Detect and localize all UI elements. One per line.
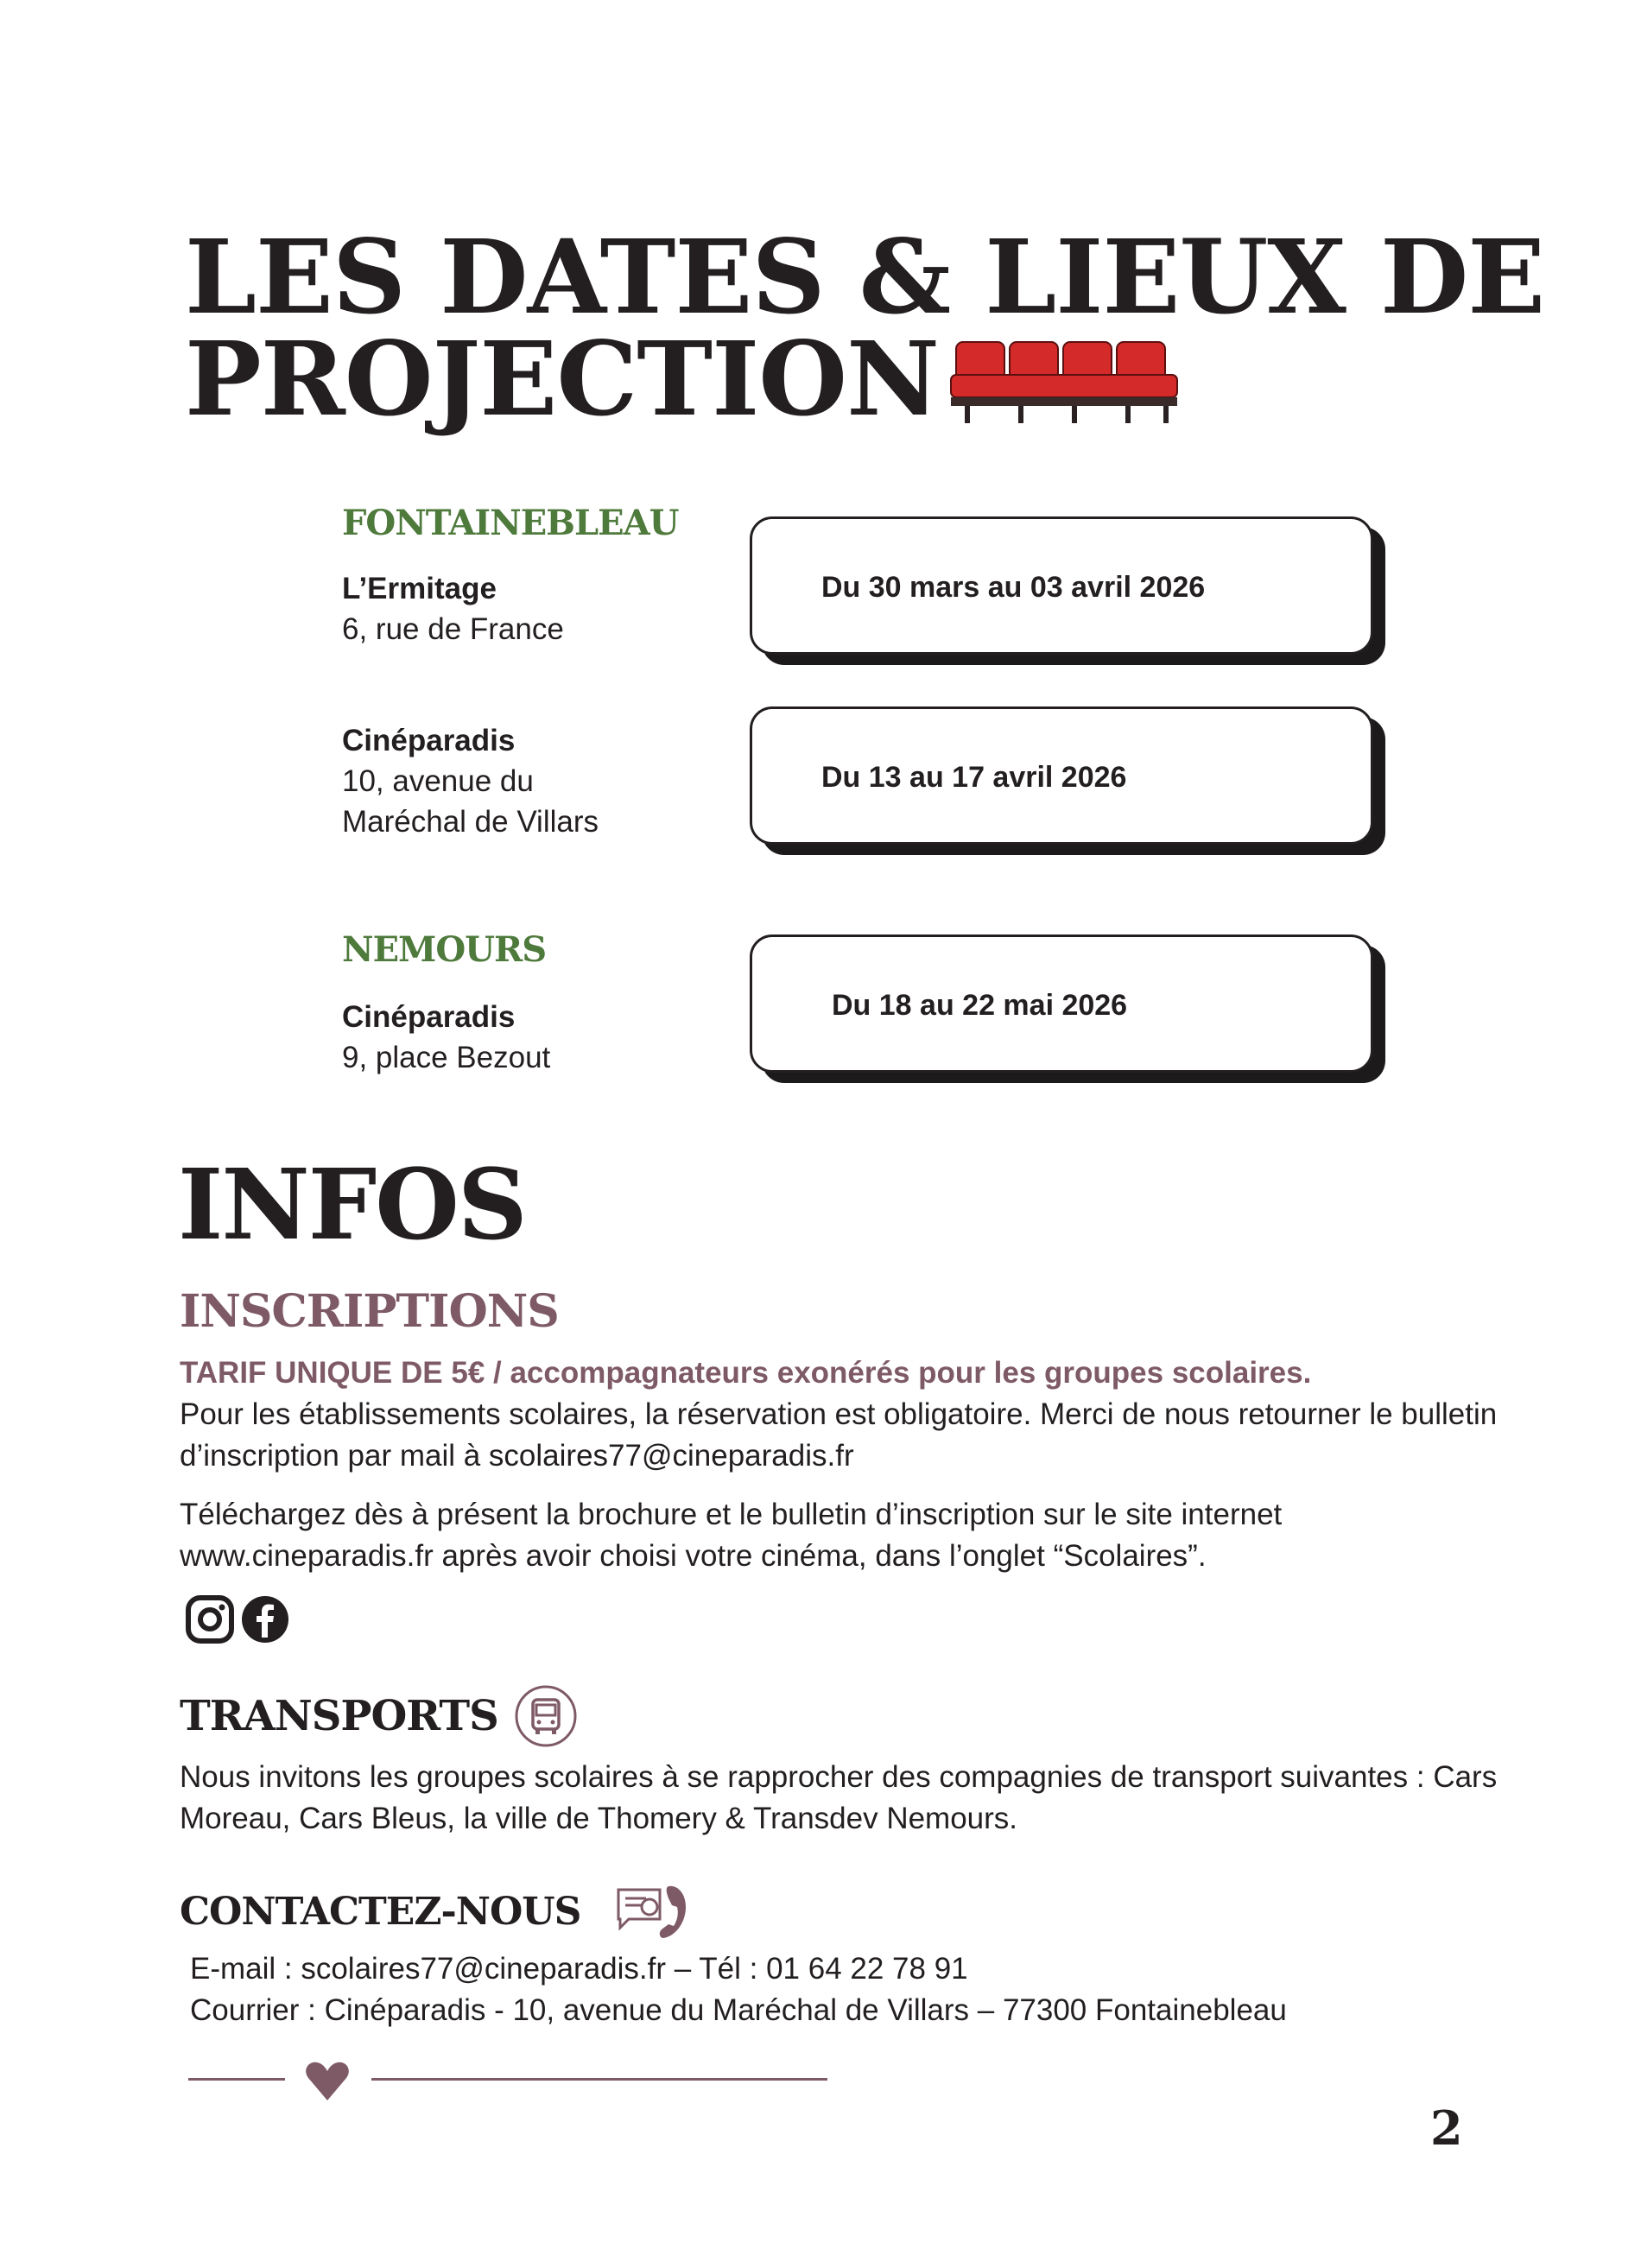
phone-email-icon xyxy=(611,1881,694,1942)
title-line-1: LES DATES & LIEUX DE xyxy=(185,217,1545,337)
social-icons xyxy=(185,1594,290,1644)
venue-name: L’Ermitage xyxy=(342,572,497,605)
venue-name: Cinéparadis xyxy=(342,1000,516,1034)
contact-line-mail: Courrier : Cinéparadis - 10, avenue du Maréchal de Villars – 77300 Fontainebleau xyxy=(190,1993,1287,2027)
page-number: 2 xyxy=(1430,2100,1463,2156)
venue-ermitage xyxy=(342,568,564,649)
bus-icon xyxy=(514,1684,578,1748)
date-box-cineparadis-nemours xyxy=(750,934,1373,1073)
date-text: Du 18 au 22 mai 2026 xyxy=(832,989,1128,1022)
facebook-icon[interactable] xyxy=(240,1594,290,1644)
venue-address: Maréchal de Villars xyxy=(342,805,599,839)
venue-address: 6, rue de France xyxy=(342,612,564,646)
date-box-cineparadis-fontainebleau xyxy=(750,706,1373,845)
contact-header xyxy=(180,1881,694,1942)
title-line-2: PROJECTION xyxy=(185,319,939,439)
tarif-line: TARIF UNIQUE DE 5€ / accompagnateurs exonérés pour les groupes scolaires. xyxy=(180,1356,1312,1390)
venue-name: Cinéparadis xyxy=(342,724,516,757)
city-fontainebleau: FONTAINEBLEAU xyxy=(342,503,679,543)
divider xyxy=(188,2061,827,2095)
contact-heading: CONTACTEZ-NOUS xyxy=(180,1889,581,1934)
inscriptions-paragraph-1: Pour les établissements scolaires, la réservation est obligatoire. Merci de nous retourner le bulletin d’inscription par mail à scolaires77@cineparadis.fr xyxy=(180,1397,1498,1473)
city-nemours: NEMOURS xyxy=(342,929,547,970)
contact-details xyxy=(190,1948,1537,2031)
contact-line-email-phone: E-mail : scolaires77@cineparadis.fr – Tél : 01 64 22 78 91 xyxy=(190,1952,968,1986)
venue-address: 9, place Bezout xyxy=(342,1041,551,1074)
inscriptions-heading: INSCRIPTIONS xyxy=(180,1285,559,1338)
venue-address: 10, avenue du xyxy=(342,764,534,798)
inscriptions-section xyxy=(180,1353,1527,1577)
heart-icon xyxy=(304,2061,351,2102)
cinema-seats-icon xyxy=(949,337,1182,428)
venue-cineparadis-fontainebleau xyxy=(342,720,599,842)
venue-cineparadis-nemours xyxy=(342,997,550,1078)
transports-paragraph: Nous invitons les groupes scolaires à se rapprocher des compagnies de transport suivantes : Cars Moreau, Cars Bleus, la ville de Thomery & Transdev Nemours. xyxy=(180,1760,1498,1835)
inscriptions-paragraph-2: Téléchargez dès à présent la brochure et le bulletin d’inscription sur le site internet www.cineparadis.fr après avoir choisi votre cinéma, dans l’onglet “Scolaires”. xyxy=(180,1498,1283,1573)
transports-header xyxy=(180,1684,578,1748)
instagram-icon[interactable] xyxy=(185,1594,235,1644)
transports-heading: TRANSPORTS xyxy=(180,1692,498,1740)
date-box-ermitage xyxy=(750,516,1373,655)
infos-heading: INFOS xyxy=(178,1149,526,1262)
page-title xyxy=(185,217,1545,439)
date-text: Du 30 mars au 03 avril 2026 xyxy=(821,571,1206,604)
date-text: Du 13 au 17 avril 2026 xyxy=(821,761,1127,794)
